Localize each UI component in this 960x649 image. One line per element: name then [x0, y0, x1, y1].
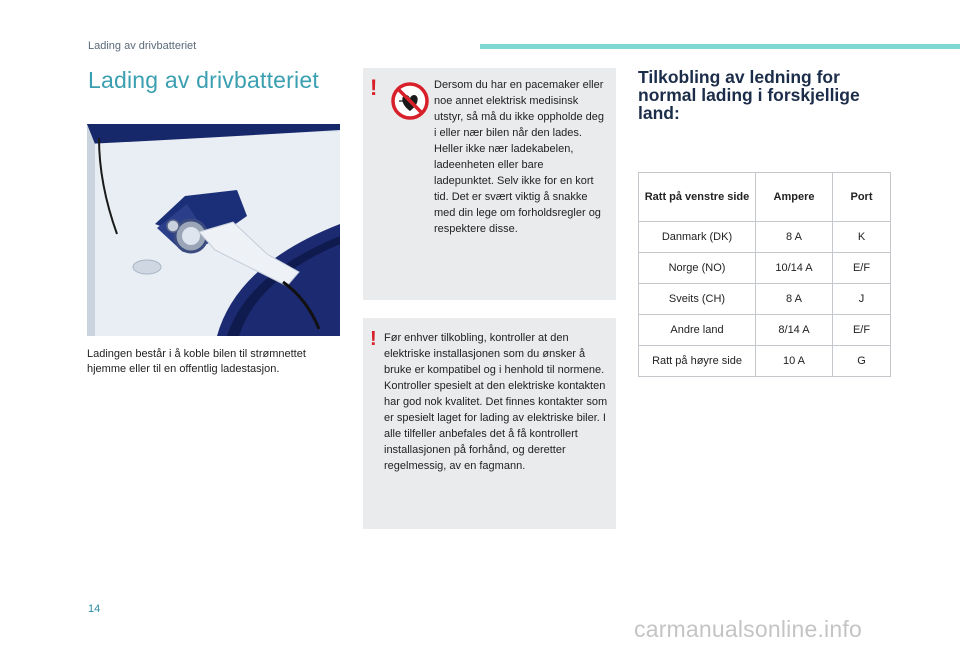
- table-cell-ampere: 10/14 A: [756, 253, 833, 284]
- warning-exclamation-icon: !: [370, 328, 377, 350]
- table-cell-port: J: [833, 284, 891, 315]
- table-cell-port: E/F: [833, 315, 891, 346]
- pacemaker-prohibited-icon: [390, 81, 430, 121]
- charging-illustration: [87, 124, 340, 336]
- table-row: [639, 222, 891, 253]
- table-cell-country: Andre land: [639, 315, 756, 346]
- table-row: [639, 315, 891, 346]
- table-cell-country: Sveits (CH): [639, 284, 756, 315]
- header-section-label: Lading av drivbatteriet: [88, 40, 197, 52]
- section-title: Tilkobling av ledning for normal lading i forskjellige land:: [638, 67, 860, 123]
- header-accent-bar: [480, 44, 960, 49]
- table-header-row: [639, 173, 891, 222]
- table-row: [639, 284, 891, 315]
- column-header-port: Port: [833, 173, 891, 222]
- table-cell-country: Ratt på høyre side: [639, 346, 756, 377]
- table-row: [639, 253, 891, 284]
- table-cell-ampere: 10 A: [756, 346, 833, 377]
- table-cell-country: Norge (NO): [639, 253, 756, 284]
- pacemaker-warning-box: [363, 68, 616, 300]
- table-cell-ampere: 8 A: [756, 284, 833, 315]
- table-cell-port: K: [833, 222, 891, 253]
- installation-warning-text: Før enhver tilkobling, kontroller at den elektriske installasjonen som du ønsker å bruke er kompatibel og i henhold til normene. Kontroller spesielt at den elektriske kontakten har god nok kvalitet. Det finnes kontakter som er spesielt laget for lading av elektriske biler. I alle tilfeller anbefales det å få kontrollert installasjonen på forhånd, og deretter regelmessig, av en fagmann.: [384, 332, 608, 472]
- table-cell-ampere: 8 A: [756, 222, 833, 253]
- watermark-text: carmanualsonline.info: [634, 616, 862, 642]
- page-title: Lading av drivbatteriet: [88, 67, 319, 93]
- table-cell-ampere: 8/14 A: [756, 315, 833, 346]
- pacemaker-warning-text: Dersom du har en pacemaker eller noe annet elektrisk medisinsk utstyr, så må du ikke oppholde deg i eller nær bilen når den lades. Heller ikke nær ladekabelen, ladeenheten eller bare ladepunktet. Selv ikke for en kort tid. Det er svært viktig å snakke med din lege om forholdsregler og respektere disse.: [434, 79, 604, 235]
- intro-paragraph: Ladingen består i å koble bilen til strømnettet hjemme eller til en offentlig ladestasjon.: [87, 348, 306, 375]
- table-cell-port: E/F: [833, 253, 891, 284]
- table-cell-country: Danmark (DK): [639, 222, 756, 253]
- column-header-country: Ratt på venstre side: [639, 173, 756, 222]
- page-number: 14: [88, 603, 101, 615]
- table-cell-port: G: [833, 346, 891, 377]
- table-row: [639, 346, 891, 377]
- column-header-ampere: Ampere: [756, 173, 833, 222]
- warning-exclamation-icon: !: [370, 75, 378, 100]
- port-table: [638, 172, 891, 377]
- installation-warning-box: [363, 318, 616, 529]
